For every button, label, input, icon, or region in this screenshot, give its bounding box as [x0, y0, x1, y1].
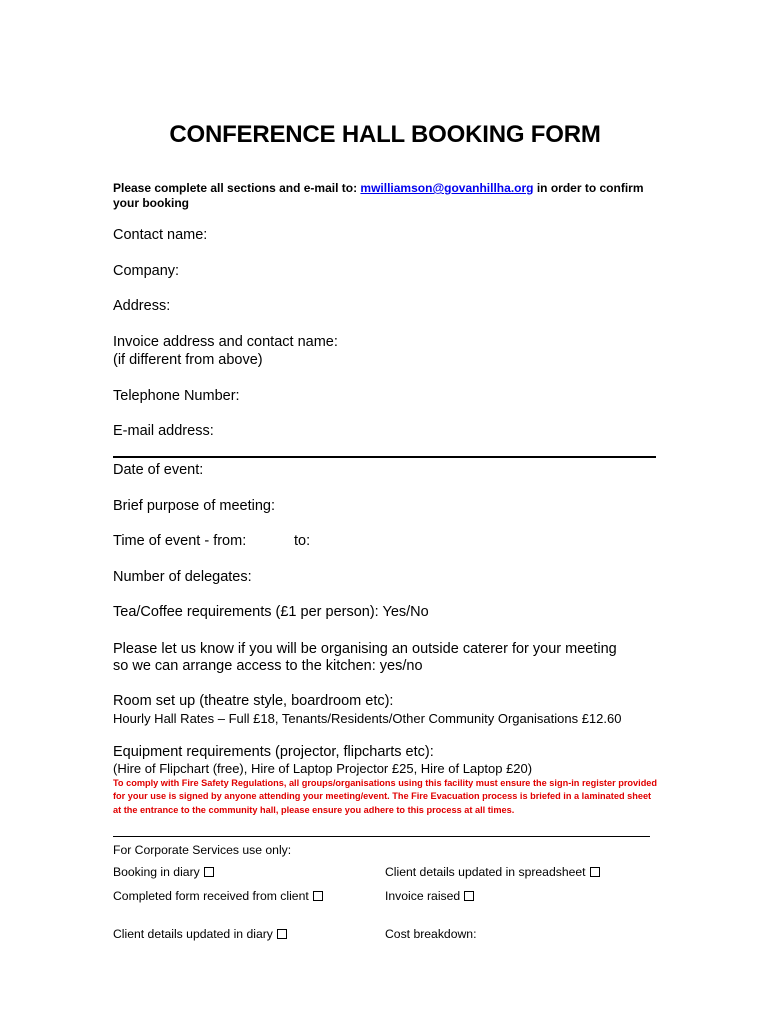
invoice-address-note: (if different from above) — [113, 352, 263, 368]
date-of-event-label: Date of event: — [113, 462, 204, 478]
equipment-label: Equipment requirements (projector, flipcharts etc): — [113, 744, 434, 760]
caterer-line-2: so we can arrange access to the kitchen: yes/no — [113, 658, 423, 674]
room-setup-label: Room set up (theatre style, boardroom etc): — [113, 693, 394, 709]
fire-safety-warning: To comply with Fire Safety Regulations, all groups/organisations using this facility must ensure the sign-in register provided for your use is signed by anyone attending your meeting/event. The Fire Evacuation process is briefed in a laminated sheet at the entrance to the community hall, please ensure you adhere to this process at all times. — [113, 778, 658, 815]
purpose-label: Brief purpose of meeting: — [113, 498, 276, 514]
tea-coffee-label: Tea/Coffee requirements (£1 per person): Yes/No — [113, 604, 429, 620]
telephone-label: Telephone Number: — [113, 388, 240, 404]
time-to-label: to: — [294, 533, 311, 549]
hourly-rates-text: Hourly Hall Rates – Full £18, Tenants/Residents/Other Community Organisations £12.60 — [113, 711, 622, 726]
email-link[interactable]: mwilliamson@govanhillha.org — [360, 181, 534, 195]
client-details-diary-label: Client details updated in diary — [113, 927, 273, 941]
completed-form-item — [113, 889, 323, 904]
client-details-spreadsheet-label: Client details updated in spreadsheet — [385, 865, 586, 879]
invoice-address-label: Invoice address and contact name: — [113, 334, 338, 350]
caterer-line-1: Please let us know if you will be organising an outside caterer for your meeting — [113, 641, 617, 657]
client-details-diary-checkbox[interactable] — [277, 929, 287, 939]
booking-in-diary-label: Booking in diary — [113, 865, 200, 879]
admin-heading: For Corporate Services use only: — [113, 843, 292, 857]
invoice-raised-checkbox[interactable] — [464, 891, 474, 901]
client-details-diary-item — [113, 927, 287, 942]
client-details-spreadsheet-checkbox[interactable] — [590, 867, 600, 877]
client-details-spreadsheet-item — [385, 865, 600, 880]
intro-text: Please complete all sections and e-mail to: — [113, 181, 361, 195]
contact-name-label: Contact name: — [113, 227, 208, 243]
completed-form-label: Completed form received from client — [113, 889, 309, 903]
section-divider — [113, 456, 656, 458]
booking-in-diary-checkbox[interactable] — [204, 867, 214, 877]
equipment-prices-text: (Hire of Flipchart (free), Hire of Laptop Projector £25, Hire of Laptop £20) — [113, 761, 533, 776]
address-label: Address: — [113, 298, 171, 314]
intro-text-end: in order to confirm your booking — [113, 181, 644, 210]
page-title: CONFERENCE HALL BOOKING FORM — [169, 121, 601, 148]
email-label: E-mail address: — [113, 423, 214, 439]
completed-form-checkbox[interactable] — [313, 891, 323, 901]
company-label: Company: — [113, 263, 180, 279]
admin-divider — [113, 836, 650, 837]
invoice-raised-label: Invoice raised — [385, 889, 461, 903]
delegates-label: Number of delegates: — [113, 569, 252, 585]
invoice-raised-item — [385, 889, 474, 904]
intro-instructions — [113, 181, 653, 211]
cost-breakdown-label: Cost breakdown: — [385, 927, 477, 941]
booking-in-diary-item — [113, 865, 214, 880]
time-from-label: Time of event - from: — [113, 533, 247, 549]
